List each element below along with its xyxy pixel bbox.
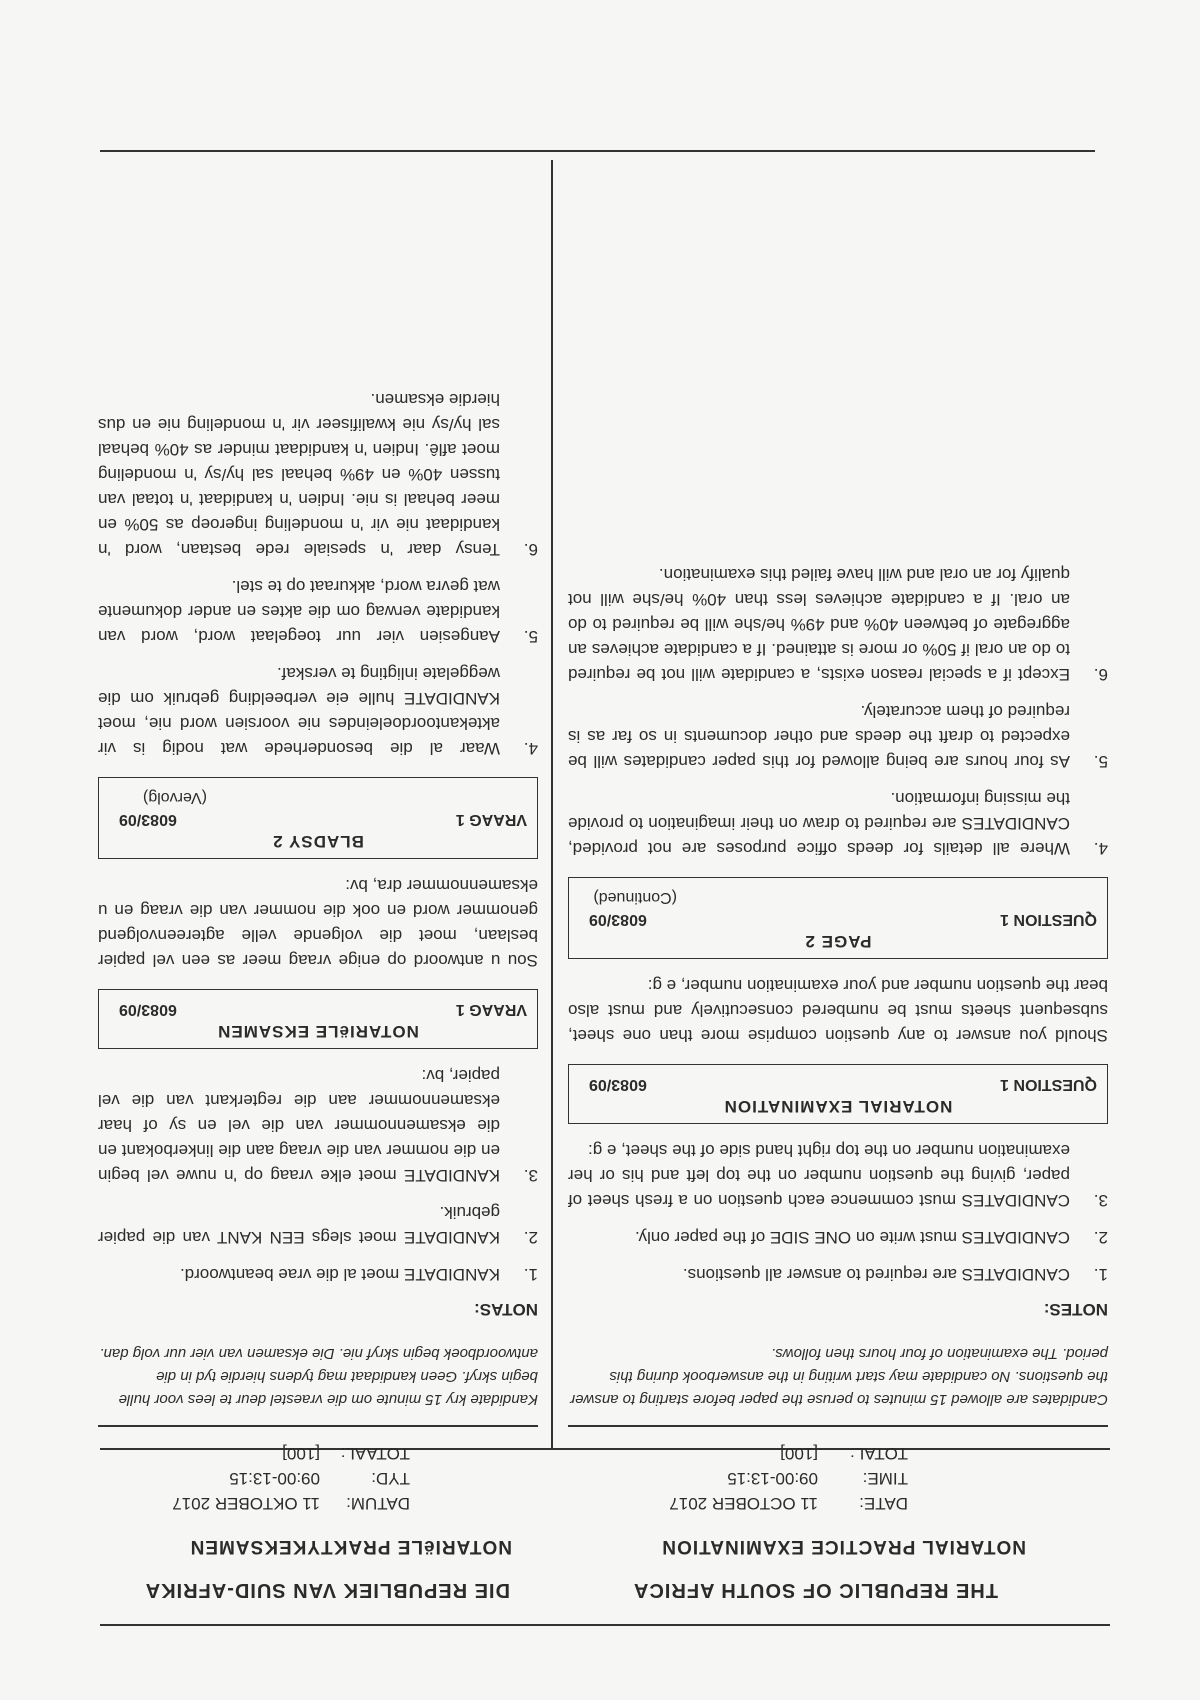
note-text: Where all details for deeds office purposes are not provided, CANDIDATES are required to draw on their imagination to provide the missing information. (568, 789, 1070, 858)
total-value: [100] (282, 1444, 320, 1463)
english-header: THE REPUBLIC OF SOUTH AFRICA (632, 1579, 998, 1601)
example-box-continued (98, 777, 538, 859)
box-code: 6083/09 (589, 911, 647, 928)
note-item (568, 562, 1108, 687)
bottom-rule (100, 150, 1095, 152)
box-question: VRAAG 1 (455, 811, 527, 828)
note-number: 2. (1093, 1228, 1108, 1247)
box-title: NOTARIëLE EKSAMEN (217, 1022, 419, 1041)
date-label: DATUM: (346, 1494, 410, 1513)
box-code: 6083/09 (119, 811, 177, 828)
english-intro: Candidates are allowed 15 minutes to peruse the paper before starting to answer the questions. No candidate may start writing in the answerbook during this period. The examination of four hours then follows. (568, 1342, 1108, 1427)
english-exam-title: NOTARIAL PRACTICE EXAMINATION (661, 1536, 1026, 1557)
time-value: 09:00-13:15 (229, 1469, 320, 1488)
english-meta (568, 1441, 908, 1516)
box-question: QUESTION 1 (1000, 911, 1097, 928)
note-item (98, 1262, 538, 1287)
note-item (98, 574, 538, 649)
top-rule (100, 1624, 1110, 1626)
time-value: 09:00-13:15 (727, 1469, 818, 1488)
note-text: As four hours are being allowed for this paper candidates will be expected to draft the deeds and other documents in so far as is required of them accurately. (568, 702, 1070, 771)
afrikaans-exam-title: NOTARIëLE PRAKTYKEKSAMEN (189, 1536, 512, 1557)
note-text: Aangesien vier uur toegelaat word, word van kandidate verwag om die aktes en ander dokumente wat gevra word, akkuraat op te stel. (98, 577, 500, 646)
note-text: CANDIDATES must commence each question on a fresh sheet of paper, giving the question number on the top left and his or her examination number on the top right hand side of the sheet, e g: (568, 1141, 1070, 1210)
note-item (98, 387, 538, 562)
note-item (568, 1138, 1108, 1213)
afrikaans-continuation-paragraph: Sou u antwoord op enige vraag meer as een vel papier beslaan, moet die volgende velle agtereenvolgend genommer word en ook die nommer van die vraag en u eksamennommer dra, bv: (98, 876, 538, 970)
note-number: 1. (523, 1265, 538, 1284)
box-question: QUESTION 1 (1000, 1076, 1097, 1093)
box-title: NOTARIAL EXAMINATION (723, 1097, 953, 1116)
note-text: CANDIDATES must write on ONE SIDE of the paper only. (635, 1228, 1070, 1247)
total-value: [100] (780, 1444, 818, 1463)
afrikaans-header: DIE REPUBLIEK VAN SUID-AFRIKA (144, 1579, 510, 1601)
date-value: 11 OKTOBER 2017 (172, 1494, 320, 1513)
afrikaans-meta (98, 1441, 410, 1516)
box-code: 6083/09 (119, 1001, 177, 1018)
note-text: Except if a special reason exists, a candidate will not be required to do an oral if 50% or more is attained. If a candidate achieves an aggregate of between 40% and 49% he/she will be required to do an oral. If a candidate achieves less than 40% he/she will not qualify for an oral and will have failed this examination. (568, 565, 1070, 684)
note-number: 4. (1093, 839, 1108, 858)
note-number: 1. (1093, 1265, 1108, 1284)
box-continued-label: (Vervolg) (142, 789, 207, 806)
note-item (98, 1063, 538, 1188)
english-notes-heading: NOTES: (1043, 1300, 1108, 1319)
afrikaans-column (98, 375, 538, 1602)
box-continued-label: (Continued) (593, 889, 677, 906)
note-item (568, 786, 1108, 861)
example-box-first-sheet (98, 989, 538, 1049)
note-text: Waar al die besonderhede wat nodig is vir aktekantoordoeleindes nie voorsien word nie, moet KANDIDATE hulle eie verbeelding gebruik om die weggelate inligting te verskaf. (98, 664, 500, 758)
note-item (98, 1200, 538, 1250)
note-text: KANDIDATE moet elke vraag op 'n nuwe vel begin en die nommer van die vraag aan die linkerbokant en die eksamennommer van die vel en sy of haar eksamennommer aan die regterkant van die vel papier, bv: (98, 1066, 500, 1185)
note-text: Tensy daar 'n spesiale rede bestaan, word 'n kandidaat nie vir 'n mondeling ingeroep as 50% en meer behaal is nie. Indien 'n kandidaat 'n totaal van tussen 40% en 49% behaal sal hy/sy 'n mondeling moet aflê. Indien 'n kandidaat minder as 40% behaal sal hy/sy nie kwalifiseer vir 'n mondeling nie en dus hierdie eksamen. (98, 390, 500, 559)
note-number: 3. (523, 1166, 538, 1185)
note-text: KANDIDATE moet slegs EEN KANT van die papier gebruik. (98, 1203, 500, 1247)
date-label: DATE: (859, 1494, 908, 1513)
note-item (568, 1225, 1108, 1250)
box-title: PAGE 2 (804, 932, 872, 951)
time-label: TYD: (371, 1469, 410, 1488)
note-number: 4. (523, 739, 538, 758)
note-text: CANDIDATES are required to answer all questions. (682, 1265, 1070, 1284)
english-column (568, 550, 1108, 1602)
note-item (568, 699, 1108, 774)
note-number: 5. (1093, 752, 1108, 771)
box-title: BLADSY 2 (272, 832, 364, 851)
afrikaans-intro: Kandidate kry 15 minute om die vraestel deur te lees voor hulle begin skryf. Geen kandidaat mag tydens hierdie tyd in die antwoordboek begin skryf nie. Die eksamen van vier uur volg dan. (98, 1342, 538, 1427)
note-number: 6. (523, 540, 538, 559)
box-code: 6083/09 (589, 1076, 647, 1093)
note-number: 5. (523, 627, 538, 646)
note-number: 3. (1093, 1191, 1108, 1210)
english-continuation-paragraph: Should you answer to any question comprise more than one sheet, subsequent sheets must be numbered consecutively and must also bear the question number and your examination number, e g: (568, 976, 1108, 1045)
note-number: 2. (523, 1228, 538, 1247)
note-item (98, 661, 538, 761)
total-label: TOTAAL: (340, 1444, 410, 1463)
afrikaans-notes-heading: NOTAS: (474, 1300, 538, 1319)
column-divider (551, 160, 553, 1450)
note-item (568, 1262, 1108, 1287)
note-number: 6. (1093, 665, 1108, 684)
example-box-continued (568, 877, 1108, 959)
note-text: KANDIDATE moet al die vrae beantwoord. (180, 1265, 500, 1284)
date-value: 11 OCTOBER 2017 (669, 1494, 818, 1513)
example-box-first-sheet (568, 1064, 1108, 1124)
total-label: TOTAL: (850, 1444, 908, 1463)
box-question: VRAAG 1 (455, 1001, 527, 1018)
time-label: TIME: (862, 1469, 908, 1488)
